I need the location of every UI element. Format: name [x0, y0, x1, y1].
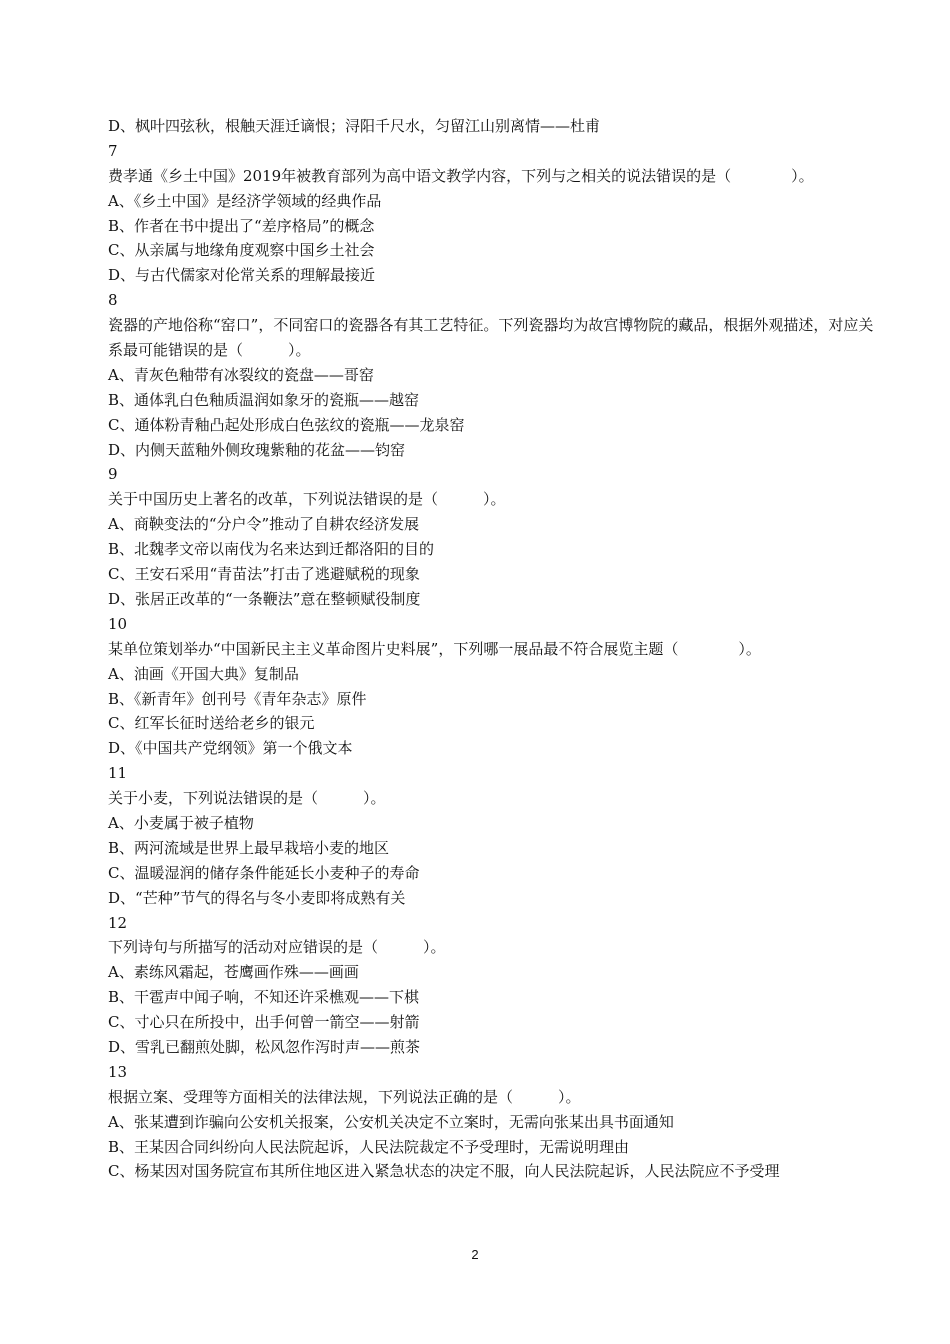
question-8-option-b: B、通体乳白色釉质温润如象牙的瓷瓶——越窑 [108, 390, 420, 409]
question-10-option-c: C、红军长征时送给老乡的银元 [108, 714, 315, 733]
question-9-stem: 关于中国历史上著名的改革，下列说法错误的是（ ）。 [108, 490, 506, 509]
page-number: 2 [471, 1247, 479, 1262]
question-13-option-b: B、王某因合同纠纷向人民法院起诉，人民法院裁定不予受理时，无需说明理由 [108, 1137, 630, 1156]
question-9-option-b: B、北魏孝文帝以南伐为名来达到迁都洛阳的目的 [108, 540, 435, 559]
question-12-option-b: B、干雹声中闻子响，不知还许采樵观——下棋 [108, 988, 420, 1007]
question-11-option-a: A、小麦属于被子植物 [108, 813, 254, 832]
question-9-option-d: D、张居正改革的“一条鞭法”意在整顿赋役制度 [108, 589, 421, 608]
question-12-option-c: C、寸心只在所投中，出手何曾一箭空——射箭 [108, 1013, 420, 1032]
question-13-stem: 根据立案、受理等方面相关的法律法规，下列说法正确的是（ ）。 [108, 1087, 581, 1106]
question-8-option-a: A、青灰色釉带有冰裂纹的瓷盘——哥窑 [108, 365, 374, 384]
question-7-stem: 费孝通《乡土中国》2019年被教育部列为高中语文教学内容，下列与之相关的说法错误的是（ ）。 [108, 166, 814, 185]
question-11-option-c: C、温暖湿润的储存条件能延长小麦种子的寿命 [108, 863, 420, 882]
question-12-option-d: D、雪乳已翻煎处脚，松风忽作泻时声——煎茶 [108, 1037, 421, 1056]
question-8-option-c: C、通体粉青釉凸起处形成白色弦纹的瓷瓶——龙泉窑 [108, 415, 465, 434]
question-10-option-a: A、油画《开国大典》复制品 [108, 664, 299, 683]
question-7-number: 7 [108, 141, 118, 160]
question-7-option-d: D、与古代儒家对伦常关系的理解最接近 [108, 266, 376, 285]
question-8-option-d: D、内侧天蓝釉外侧玫瑰紫釉的花盆——钧窑 [108, 440, 406, 459]
question-12-option-a: A、素练风霜起，苍鹰画作殊——画画 [108, 963, 359, 982]
question-8-number: 8 [108, 291, 118, 310]
question-11-stem: 关于小麦，下列说法错误的是（ ）。 [108, 789, 386, 808]
question-13-option-c: C、杨某因对国务院宣布其所住地区进入紧急状态的决定不服，向人民法院起诉，人民法院应不予受理 [108, 1162, 780, 1181]
question-12-stem: 下列诗句与所描写的活动对应错误的是（ ）。 [108, 938, 446, 957]
question-11-option-b: B、两河流域是世界上最早栽培小麦的地区 [108, 838, 390, 857]
question-7-option-a: A、《乡土中国》是经济学领域的经典作品 [108, 191, 382, 210]
previous-question-option-d: D、枫叶四弦秋，根触天涯迁谪恨；浔阳千尺水，匀留江山别离情——杜甫 [108, 117, 601, 135]
question-7-option-c: C、从亲属与地缘角度观察中国乡土社会 [108, 241, 375, 260]
question-10-option-b: B、《新青年》创刊号《青年杂志》原件 [108, 689, 367, 708]
question-10-option-d: D、《中国共产党纲领》第一个俄文本 [108, 739, 353, 758]
question-9-option-c: C、王安石采用“青苗法”打击了逃避赋税的现象 [108, 565, 420, 584]
question-10-stem: 某单位策划举办“中国新民主主义革命图片史料展”，下列哪一展品最不符合展览主题（ ）。 [108, 639, 761, 658]
question-11-option-d: D、“芒种”节气的得名与冬小麦即将成熟有关 [108, 888, 406, 907]
question-13-option-a: A、张某遭到诈骗向公安机关报案，公安机关决定不立案时，无需向张某出具书面通知 [108, 1112, 674, 1131]
question-13-number: 13 [108, 1062, 128, 1081]
question-12-number: 12 [108, 913, 128, 932]
question-8-stem: 瓷器的产地俗称“窑口”，不同窑口的瓷器各有其工艺特征。下列瓷器均为故宫博物院的藏品，根据外观描述，对应关系最可能错误的是（ ）。 [108, 316, 874, 360]
question-7-option-b: B、作者在书中提出了“差序格局”的概念 [108, 216, 375, 235]
question-9-number: 9 [108, 465, 118, 484]
question-10-number: 10 [108, 614, 128, 633]
question-9-option-a: A、商鞅变法的“分户令”推动了自耕农经济发展 [108, 515, 420, 534]
question-list [108, 114, 908, 1184]
question-11-number: 11 [108, 764, 128, 783]
